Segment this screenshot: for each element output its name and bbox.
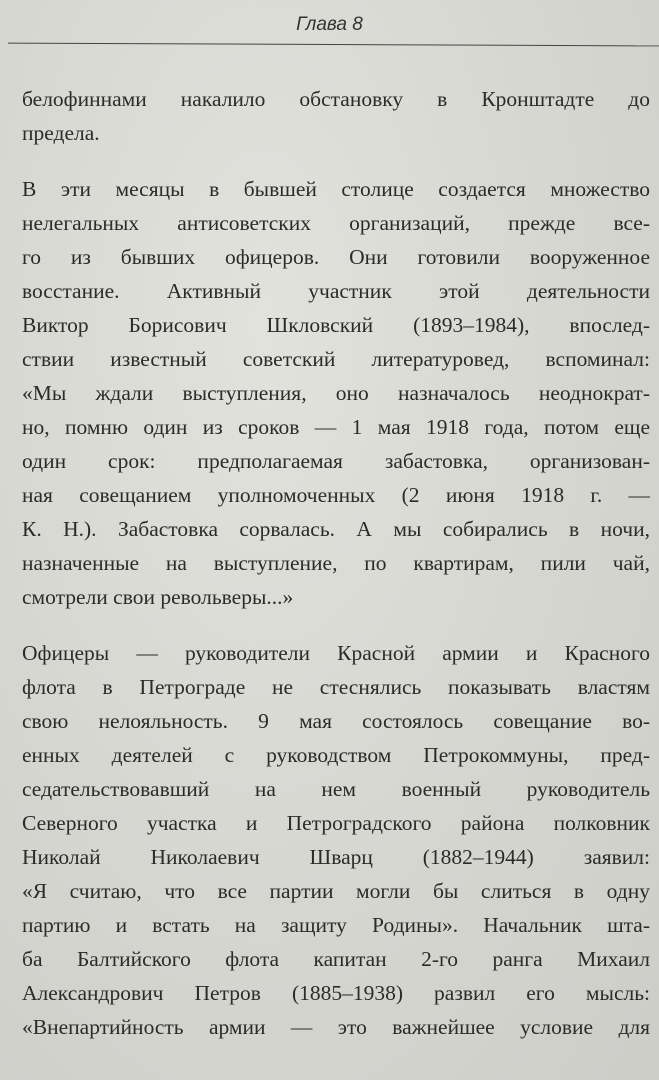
page-header [0, 0, 659, 48]
text-line: нелегальных антисоветских организаций, прежде все- [22, 211, 650, 235]
text-line: Виктор Борисович Шкловский (1893–1984), впослед- [22, 313, 650, 337]
text-line: «Мы ждали выступления, оно назначалось неоднократ- [22, 381, 650, 405]
text-line: ба Балтийского флота капитан 2-го ранга Михаил [22, 947, 650, 971]
paragraph-2 [22, 172, 650, 614]
text-line: Александрович Петров (1885–1938) развил его мысль: [22, 981, 650, 1005]
text-line: «Я считаю, что все партии могли бы слиться в одну [22, 879, 650, 903]
text-line: восстание. Активный участник этой деятельности [22, 279, 650, 303]
text-line: флота в Петрограде не стеснялись показывать властям [22, 675, 650, 699]
text-line: смотрели свои револьверы...» [22, 585, 294, 609]
text-line: ствии известный советский литературовед, вспоминал: [22, 347, 650, 371]
text-line: один срок: предполагаемая забастовка, организован- [22, 449, 650, 473]
paragraph-3 [22, 636, 650, 1044]
text-line: Северного участка и Петроградского района полковник [22, 811, 650, 835]
text-line: ная совещанием уполномоченных (2 июня 1918 г. — [22, 483, 650, 507]
text-line: белофиннами накалило обстановку в Кронштадте до [22, 87, 650, 111]
text-line: енных деятелей с руководством Петрокоммуны, пред- [22, 743, 650, 767]
header-rule [8, 43, 659, 47]
text-line: но, помню один из сроков — 1 мая 1918 года, потом еще [22, 415, 650, 439]
text-line: свою нелояльность. 9 мая состоялось совещание во- [22, 709, 650, 733]
text-line: предела. [22, 121, 100, 145]
text-line: В эти месяцы в бывшей столице создается множество [22, 177, 650, 201]
paragraph-1 [22, 82, 650, 150]
text-line: партию и встать на защиту Родины». Начальник шта- [22, 913, 650, 937]
text-line: назначенные на выступление, по квартирам, пили чай, [22, 551, 650, 575]
text-line: го из бывших офицеров. Они готовили вооруженное [22, 245, 650, 269]
text-line: Николай Николаевич Шварц (1882–1944) заявил: [22, 845, 650, 869]
text-line: К. Н.). Забастовка сорвалась. А мы собирались в ночи, [22, 517, 650, 541]
text-line: Офицеры — руководители Красной армии и Красного [22, 641, 650, 665]
body-text [22, 82, 650, 1066]
text-line: седательствовавший на нем военный руководитель [22, 777, 650, 801]
text-line: «Внепартийность армии — это важнейшее условие для [22, 1015, 650, 1039]
chapter-title: Глава 8 [296, 14, 363, 35]
